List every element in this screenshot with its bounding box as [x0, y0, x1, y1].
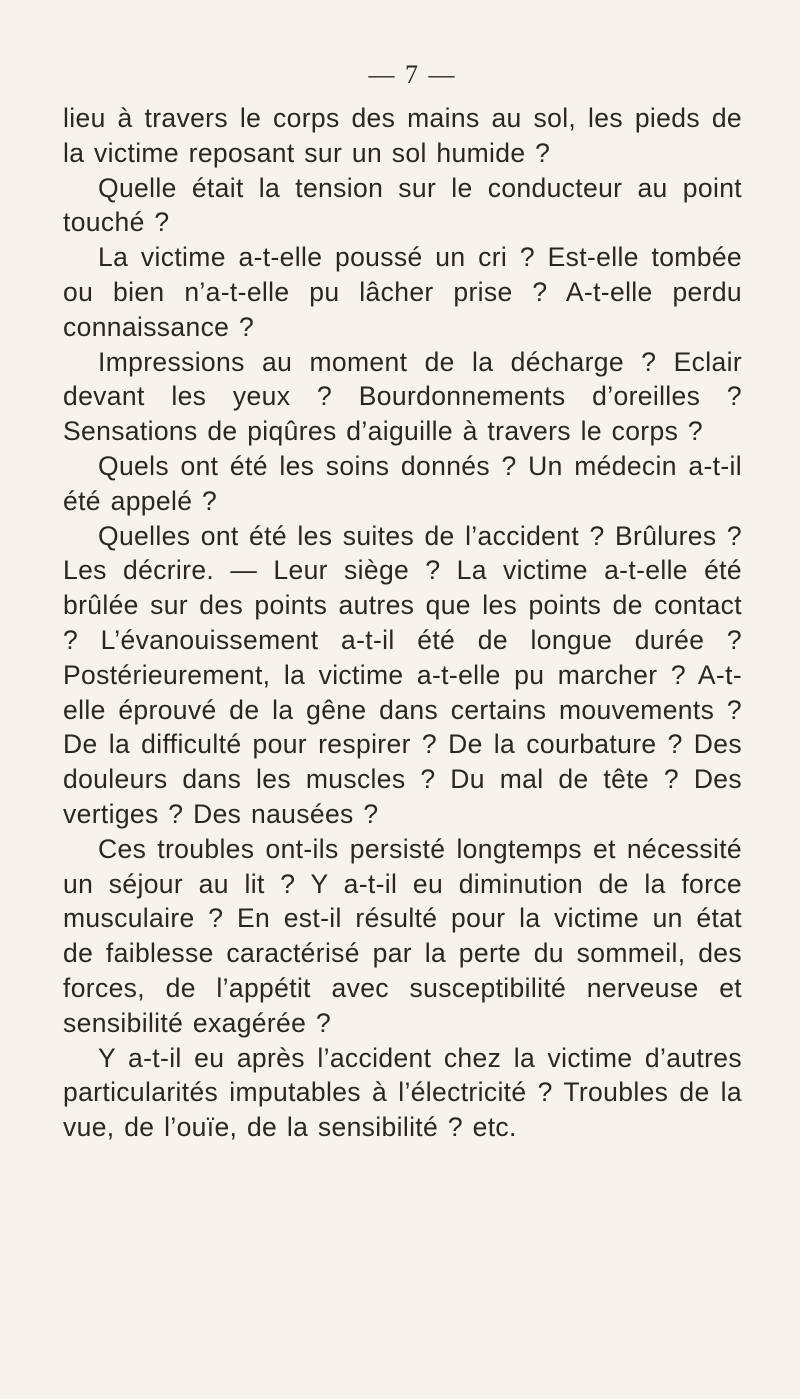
body-text	[63, 101, 742, 1145]
paragraph-particularities: Y a-t-il eu après l’accident chez la victime d’autres particularités imputables à l’électricité ? Troubles de la vue, de l’ouïe, de la sensibilité ? etc.	[63, 1042, 742, 1143]
paragraph-victim-reaction: La victime a-t-elle poussé un cri ? Est-elle tombée ou bien n’a-t-elle pu lâcher prise ? A-t-elle perdu connaissance ?	[63, 242, 742, 342]
paragraph-tension: Quelle était la tension sur le conducteur au point touché ?	[63, 172, 742, 238]
paragraph-care: Quels ont été les soins donnés ? Un médecin a-t-il été appelé ?	[63, 450, 742, 516]
paragraph-impressions: Impressions au moment de la décharge ? Eclair devant les yeux ? Bourdonnements d’oreilles ? Sensations de piqûres d’aiguille à travers le corps ?	[63, 346, 742, 447]
paragraph-persistence: Ces troubles ont-ils persisté longtemps et nécessité un séjour au lit ? Y a-t-il eu diminution de la force musculaire ? En est-il résulté pour la victime un état de faiblesse caractérisé par la perte du sommeil, des forces, de l’appétit avec susceptibilité nerveuse et sensibilité exagérée ?	[63, 833, 742, 1038]
paragraph-continuation: lieu à travers le corps des mains au sol, les pieds de la victime reposant sur un sol humide ?	[63, 103, 742, 168]
page-number: — 7 —	[368, 60, 457, 89]
paragraph-consequences: Quelles ont été les suites de l’accident ? Brûlures ? Les décrire. — Leur siège ? La victime a-t-elle été brûlée sur des points autres que les points de contact ? L’évanouissement a-t-il été de longue durée ? Postérieurement, la victime a-t-elle pu marcher ? A-t-elle éprouvé de la gêne dans certains mouvements ? De la difficulté pour respirer ? De la courbature ? Des douleurs dans les muscles ? Du mal de tête ? Des vertiges ? Des nausées ?	[63, 520, 742, 829]
